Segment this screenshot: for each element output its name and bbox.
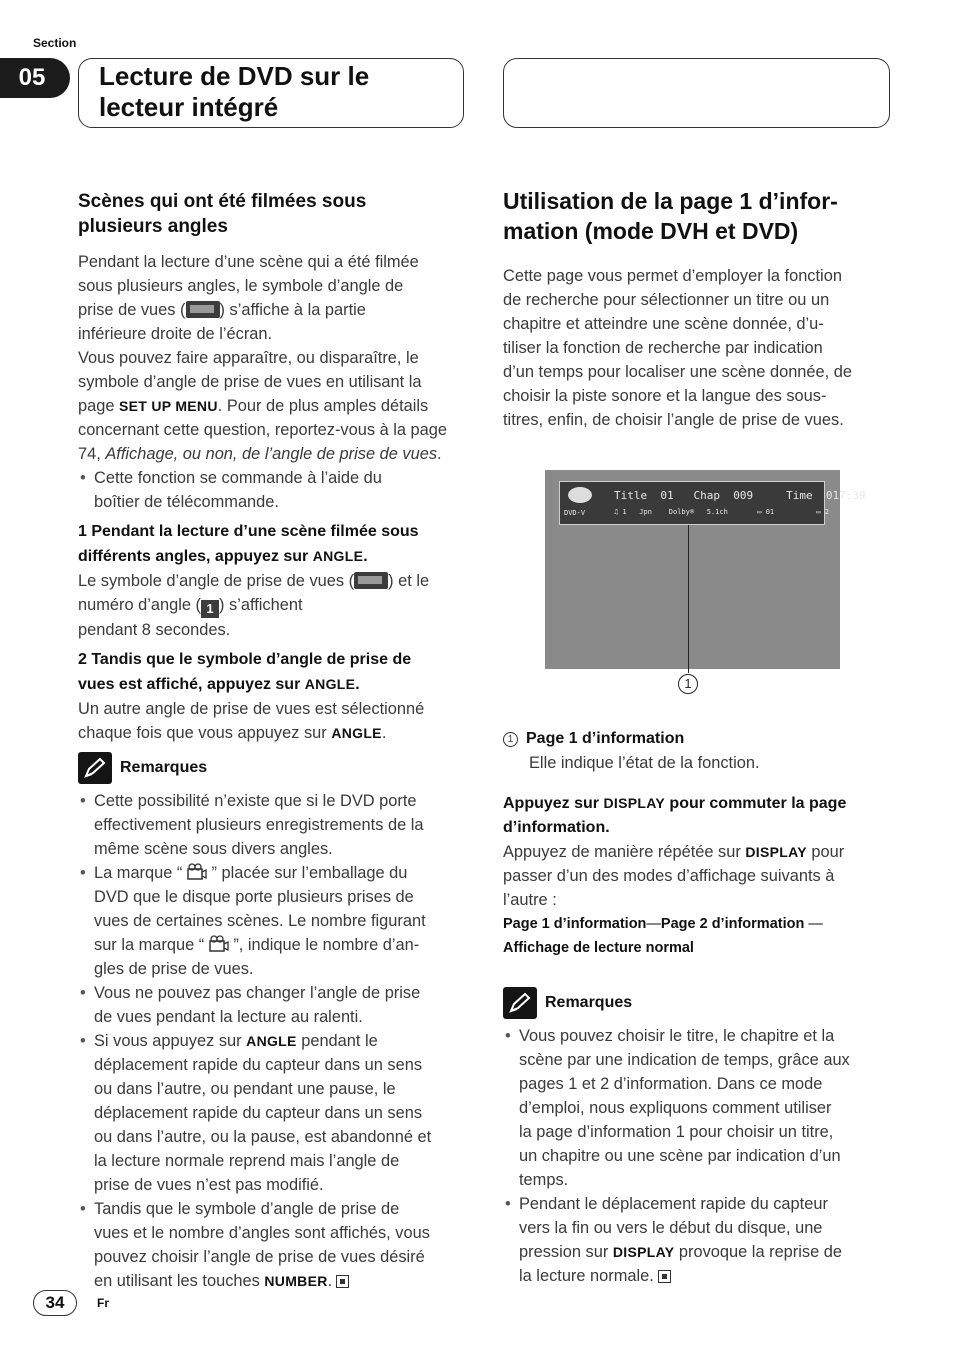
end-of-section-icon — [336, 1275, 349, 1288]
list-item: • Pendant le déplacement rapide du capteur vers la fin ou vers le début du disque, une pression sur DISPLAY provoque la reprise de la lecture normale. — [503, 1192, 895, 1288]
information-page-osd — [559, 481, 866, 525]
notes-header — [78, 751, 470, 785]
list-item: • Vous ne pouvez pas changer l’angle de prise de vues pendant la lecture au ralenti. — [78, 981, 470, 1029]
list-item: • La marque “ ” placée sur l’emballage du DVD que le disque porte plusieurs prises de vues de certaines scènes. Le nombre figurant sur la marque “ ”, indique le nombre d’an- gles de prise de vues. — [78, 861, 470, 981]
angle-number-icon: 1 — [201, 600, 219, 618]
callout-leader-line — [688, 525, 689, 673]
legend-text: Elle indique l’état de la fonction. — [529, 754, 760, 772]
step-2: 2 Tandis que le symbole d’angle de prise de vues est affiché, appuyez sur ANGLE. — [78, 651, 412, 693]
pencil-note-icon — [78, 752, 112, 784]
callout-number: 1 — [678, 674, 698, 694]
multi-angle-mark-icon — [187, 863, 207, 881]
left-heading-line2: plusieurs angles — [78, 216, 228, 237]
angle-symbol-icon — [186, 301, 220, 318]
osd-dvd-label: DVD-V — [564, 509, 586, 517]
chapter-title — [78, 58, 464, 128]
paragraph-intro: Pendant la lecture d’une scène qui a été filmée sous plusieurs angles, le symbole d’angle de prise de vues ( ) s’affiche à la partie inférieure droite de l’écran. — [78, 253, 419, 343]
step-1-text: Le symbole d’angle de prise de vues ( ) et le numéro d’angle ( 1 ) s’affichent pendant 8 secondes. — [78, 572, 430, 639]
left-heading-line1: Scènes qui ont été filmées sous — [78, 191, 367, 212]
section-label: Section — [33, 36, 77, 50]
end-of-section-icon — [658, 1270, 671, 1283]
left-notes-list — [78, 789, 470, 1293]
right-heading-line1: Utilisation de la page 1 d’infor- — [503, 188, 838, 214]
list-item: • Tandis que le symbole d’angle de prise de vues et le nombre d’angles sont affichés, vous pouvez choisir l’angle de prise de vues désiré en utilisant les touches NUMBER. — [78, 1197, 470, 1293]
left-heading — [78, 189, 470, 239]
page-number: 34 — [33, 1290, 77, 1316]
chapter-title-line1: Lecture de DVD sur le — [99, 61, 370, 91]
right-column-lower — [503, 726, 895, 1288]
section-number-badge: 05 — [0, 58, 70, 98]
osd-row-title-chapter-time: Title 01 Chap 009 Time 017:39 — [614, 489, 866, 502]
notes-header — [503, 986, 895, 1020]
chapter-title-line2: lecteur intégré — [99, 92, 279, 122]
list-item: • Cette fonction se commande à l’aide du boîtier de télécommande. — [78, 466, 470, 514]
pencil-note-icon — [503, 987, 537, 1019]
right-heading-line2: mation (mode DVH et DVD) — [503, 218, 799, 244]
list-item: • Cette possibilité n’existe que si le DVD porte effectivement plusieurs enregistrements de la même scène sous divers angles. — [78, 789, 470, 861]
right-notes-list — [503, 1024, 895, 1288]
list-item: • Si vous appuyez sur ANGLE pendant le déplacement rapide du capteur dans un sens ou dans l’autre, ou pendant une pause, le déplacement rapide du capteur dans un sens ou dans l’autre, ou la pause, est abandonné et la lecture normale reprend mais l’angle de prise de vues n’est pas modifié. — [78, 1029, 470, 1197]
step-1: 1 Pendant la lecture d’une scène filmée sous différents angles, appuyez sur ANGLE. — [78, 523, 419, 565]
angle-symbol-icon — [354, 572, 388, 589]
right-heading — [503, 186, 895, 246]
legend-title: Page 1 d’information — [526, 730, 685, 747]
left-bullet-list — [78, 466, 470, 514]
display-screen-illustration — [545, 470, 866, 669]
disc-icon — [568, 487, 592, 503]
display-mode-sequence: Page 1 d’information—Page 2 d’information — Affichage de lecture normal — [503, 916, 823, 956]
step-2-text: Un autre angle de prise de vues est sélectionné chaque fois que vous appuyez sur ANGLE. — [78, 700, 425, 742]
right-column — [503, 186, 895, 432]
left-column — [78, 189, 470, 1293]
legend — [503, 726, 895, 775]
osd-row-audio-subtitle-angle: ♫ 1 Jpn Dolby® 5.1ch ▭ 01 ▭ 2 — [614, 508, 829, 516]
list-item: • Vous pouvez choisir le titre, le chapitre et la scène par une indication de temps, grâce aux pages 1 et 2 d’information. Dans ce mode d’emploi, nous expliquons comment utiliser la page d’information 1 pour choisir un titre, un chapitre ou une scène par indication d’un temps. — [503, 1024, 895, 1192]
multi-angle-mark-icon — [209, 935, 229, 953]
notes-label: Remarques — [120, 759, 208, 776]
right-intro: Cette page vous permet d’employer la fonction de recherche pour sélectionner un titre ou un chapitre et atteindre une scène donnée, d’u- tiliser la fonction de recherche par indication d’un temps pour localiser une scène donnée, de choisir la piste sonore et la langue des sous- titres, enfin, de choisir l’angle de prise de vues. — [503, 267, 852, 429]
notes-label: Remarques — [545, 994, 633, 1011]
display-step: Appuyez sur DISPLAY pour commuter la page d’information. — [503, 795, 847, 836]
display-step-text: Appuyez de manière répétée sur DISPLAY pour passer d’un des modes d’affichage suivants à l’autre : — [503, 843, 845, 909]
legend-number: 1 — [503, 732, 518, 747]
header-right-box — [503, 58, 890, 128]
paragraph-setup: Vous pouvez faire apparaître, ou disparaître, le symbole d’angle de prise de vues en utilisant la page SET UP MENU. Pour de plus amples détails concernant cette question, reportez-vous à la page 74, Affichage, ou non, de l’angle de prise de vues. — [78, 349, 448, 463]
setup-menu-key: SET UP MENU — [119, 398, 218, 414]
language-code: Fr — [97, 1296, 109, 1310]
